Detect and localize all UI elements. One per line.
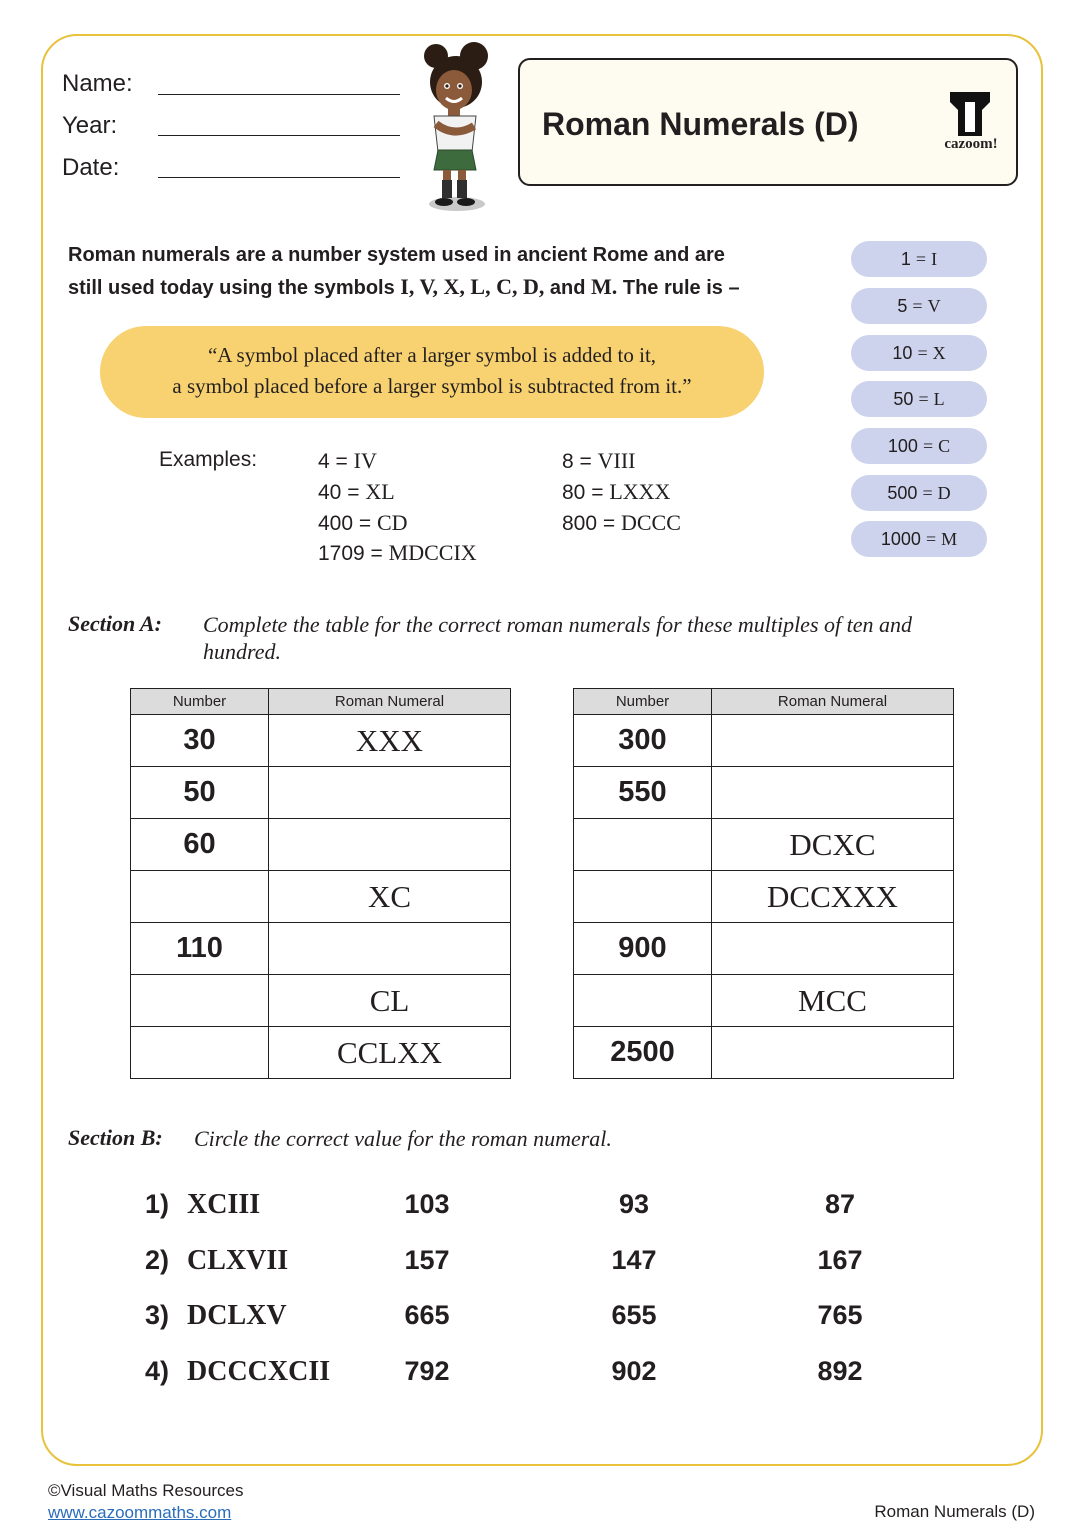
year-label: Year: <box>62 112 118 139</box>
number-cell[interactable]: 300 <box>574 715 712 767</box>
question-row <box>0 1245 1083 1285</box>
section-b-instructions: Circle the correct value for the roman numeral. <box>194 1126 612 1151</box>
table-row <box>131 1027 511 1079</box>
section-a-label: Section A: <box>68 611 162 636</box>
question-number: 1) <box>145 1189 170 1219</box>
title-box <box>518 58 1018 186</box>
answer-option[interactable]: 167 <box>817 1245 863 1275</box>
answer-option[interactable]: 157 <box>404 1245 450 1275</box>
roman-cell[interactable]: DCXC <box>712 819 954 871</box>
cup-icon <box>950 92 990 136</box>
number-cell[interactable] <box>131 975 269 1027</box>
example-item: 400 = CD <box>318 510 408 535</box>
intro-line-2: still used today using the symbols I, V, X, L, C, D, and M. The rule is – <box>68 274 740 299</box>
table-row <box>574 1027 954 1079</box>
year-field[interactable] <box>158 135 400 136</box>
key-pill: 10 = X <box>851 335 987 371</box>
key-pill: 5 = V <box>851 288 987 324</box>
question-row <box>0 1356 1083 1396</box>
section-a-instructions: Complete the table for the correct roman numerals for these multiples of ten and hundred. <box>203 612 912 664</box>
key-pill: 1000 = M <box>851 521 987 557</box>
roman-cell[interactable]: CL <box>269 975 511 1027</box>
intro-paragraph <box>68 240 828 304</box>
question-numeral: XCIII <box>187 1189 261 1220</box>
roman-cell[interactable] <box>269 923 511 975</box>
roman-cell[interactable] <box>712 923 954 975</box>
number-cell[interactable] <box>574 975 712 1027</box>
number-cell[interactable] <box>131 1027 269 1079</box>
roman-cell[interactable]: CCLXX <box>269 1027 511 1079</box>
answer-option[interactable]: 93 <box>618 1189 650 1219</box>
roman-cell[interactable] <box>712 1027 954 1079</box>
number-cell[interactable]: 2500 <box>574 1027 712 1079</box>
example-item: 8 = VIII <box>562 448 636 473</box>
key-pill: 1 = I <box>851 241 987 277</box>
intro-line-1: Roman numerals are a number system used in ancient Rome and are <box>68 244 725 266</box>
number-cell[interactable]: 550 <box>574 767 712 819</box>
column-header-number: Number <box>131 689 269 715</box>
table-row <box>131 715 511 767</box>
copyright-text: ©Visual Maths Resources <box>48 1481 244 1500</box>
number-cell[interactable]: 30 <box>131 715 269 767</box>
footer-page-title: Roman Numerals (D) <box>874 1502 1035 1521</box>
example-item: 4 = IV <box>318 448 377 473</box>
column-header-roman: Roman Numeral <box>269 689 511 715</box>
name-label: Name: <box>62 70 133 97</box>
question-numeral: CLXVII <box>187 1245 289 1276</box>
question-number: 3) <box>145 1300 170 1330</box>
question-numeral: DCCCXCII <box>187 1356 331 1387</box>
answer-option[interactable]: 902 <box>611 1356 657 1386</box>
answer-option[interactable]: 103 <box>404 1189 450 1219</box>
section-a-table-right <box>573 688 954 1079</box>
number-cell[interactable] <box>131 871 269 923</box>
number-cell[interactable] <box>574 871 712 923</box>
column-header-roman: Roman Numeral <box>712 689 954 715</box>
rule-quote-box <box>100 326 764 418</box>
answer-option[interactable]: 892 <box>817 1356 863 1386</box>
number-cell[interactable]: 110 <box>131 923 269 975</box>
answer-option[interactable]: 147 <box>611 1245 657 1275</box>
page-title: Roman Numerals (D) <box>542 106 859 142</box>
answer-option[interactable]: 665 <box>404 1300 450 1330</box>
cazoom-logo <box>932 92 1010 158</box>
table-row <box>574 715 954 767</box>
logo-text: cazoom! <box>944 136 998 152</box>
table-row <box>131 767 511 819</box>
section-a-table-left <box>130 688 511 1079</box>
number-cell[interactable]: 900 <box>574 923 712 975</box>
table-row <box>131 975 511 1027</box>
table-row <box>574 819 954 871</box>
table-row <box>574 767 954 819</box>
question-numeral: DCLXV <box>187 1300 287 1331</box>
key-pill: 500 = D <box>851 475 987 511</box>
question-row <box>0 1189 1083 1229</box>
table-row <box>574 871 954 923</box>
answer-option[interactable]: 792 <box>404 1356 450 1386</box>
roman-cell[interactable] <box>712 715 954 767</box>
student-illustration <box>410 42 506 214</box>
website-link[interactable]: www.cazoommaths.com <box>48 1503 232 1522</box>
roman-cell[interactable] <box>712 767 954 819</box>
answer-option[interactable]: 87 <box>824 1189 856 1219</box>
examples-label: Examples: <box>159 448 258 471</box>
roman-cell[interactable]: DCCXXX <box>712 871 954 923</box>
number-cell[interactable]: 50 <box>131 767 269 819</box>
name-field[interactable] <box>158 94 400 95</box>
roman-cell[interactable]: MCC <box>712 975 954 1027</box>
example-item: 40 = XL <box>318 479 395 504</box>
column-header-number: Number <box>574 689 712 715</box>
example-item: 1709 = MDCCIX <box>318 540 477 565</box>
question-number: 4) <box>145 1356 170 1386</box>
example-item: 80 = LXXX <box>562 479 671 504</box>
roman-cell[interactable]: XXX <box>269 715 511 767</box>
date-field[interactable] <box>158 177 400 178</box>
example-item: 800 = DCCC <box>562 510 681 535</box>
table-row <box>574 975 954 1027</box>
number-cell[interactable] <box>574 819 712 871</box>
date-label: Date: <box>62 154 120 181</box>
question-row <box>0 1300 1083 1340</box>
roman-cell[interactable]: XC <box>269 871 511 923</box>
key-pill: 50 = L <box>851 381 987 417</box>
section-b-label: Section B: <box>68 1125 163 1150</box>
table-row <box>574 923 954 975</box>
table-row <box>131 819 511 871</box>
number-cell[interactable]: 60 <box>131 819 269 871</box>
answer-option[interactable]: 765 <box>817 1300 863 1330</box>
roman-cell[interactable] <box>269 767 511 819</box>
footer-credits <box>48 1480 244 1524</box>
table-row <box>131 871 511 923</box>
roman-cell[interactable] <box>269 819 511 871</box>
table-row <box>131 923 511 975</box>
answer-option[interactable]: 655 <box>611 1300 657 1330</box>
question-number: 2) <box>145 1245 170 1275</box>
rule-quote: “A symbol placed after a larger symbol is added to it, a symbol placed before a larger symbol is subtracted from it.” <box>172 343 692 398</box>
key-pill: 100 = C <box>851 428 987 464</box>
